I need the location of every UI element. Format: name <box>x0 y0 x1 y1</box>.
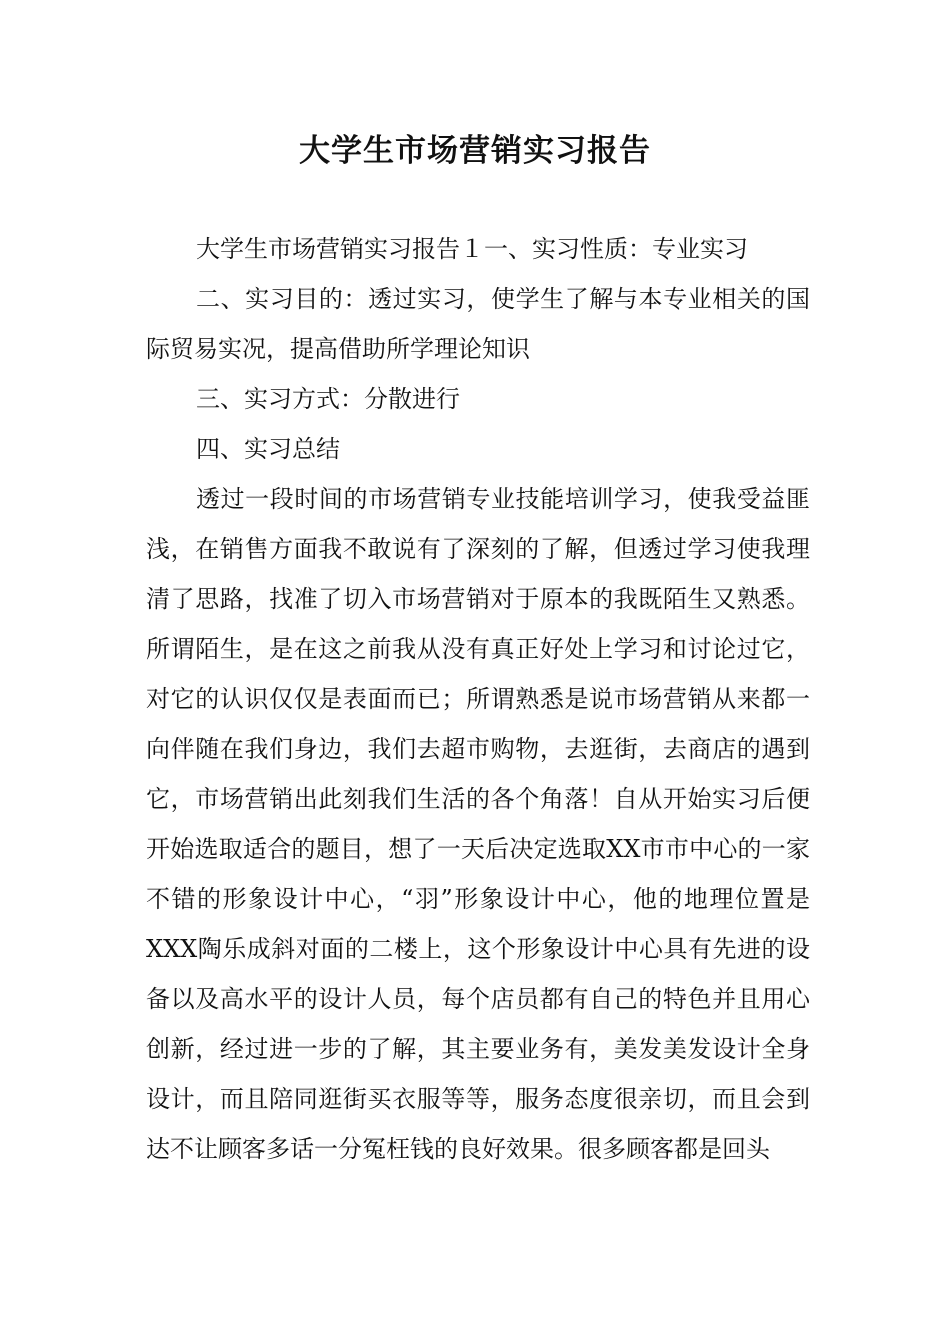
paragraph-internship-nature: 大学生市场营销实习报告１一、实习性质：专业实习 <box>196 235 748 263</box>
paragraph-internship-purpose: 二、实习目的：透过实习，使学生了解与本专业相关的国际贸易实况，提高借助所学理论知识 <box>146 285 810 363</box>
document-body <box>146 224 810 1174</box>
document-title: 大学生市场营销实习报告 <box>299 133 651 169</box>
paragraph-internship-summary-body: 透过一段时间的市场营销专业技能培训学习，使我受益匪浅，在销售方面我不敢说有了深刻的了解，但透过学习使我理清了思路，找准了切入市场营销对于原本的我既陌生又熟悉。所谓陌生，是在这之前我从没有真正好处上学习和讨论过它，对它的认识仅仅是表面而已；所谓熟悉是说市场营销从来都一向伴随在我们身边，我们去超市购物，去逛街，去商店的遇到它，市场营销出此刻我们生活的各个角落！自从开始实习后便开始选取适合的题目，想了一天后决定选取XX市市中心的一家不错的形象设计中心，“羽”形象设计中心，他的地理位置是XXX陶乐成斜对面的二楼上，这个形象设计中心具有先进的设备以及高水平的设计人员，每个店员都有自己的特色并且用心创新，经过进一步的了解，其主要业务有，美发美发设计全身设计，而且陪同逛街买衣服等等，服务态度很亲切，而且会到达不让顾客多话一分冤枉钱的良好效果。很多顾客都是回头 <box>146 485 810 1163</box>
paragraph-internship-summary-heading: 四、实习总结 <box>196 435 340 463</box>
paragraph-internship-method: 三、实习方式：分散进行 <box>196 385 460 413</box>
